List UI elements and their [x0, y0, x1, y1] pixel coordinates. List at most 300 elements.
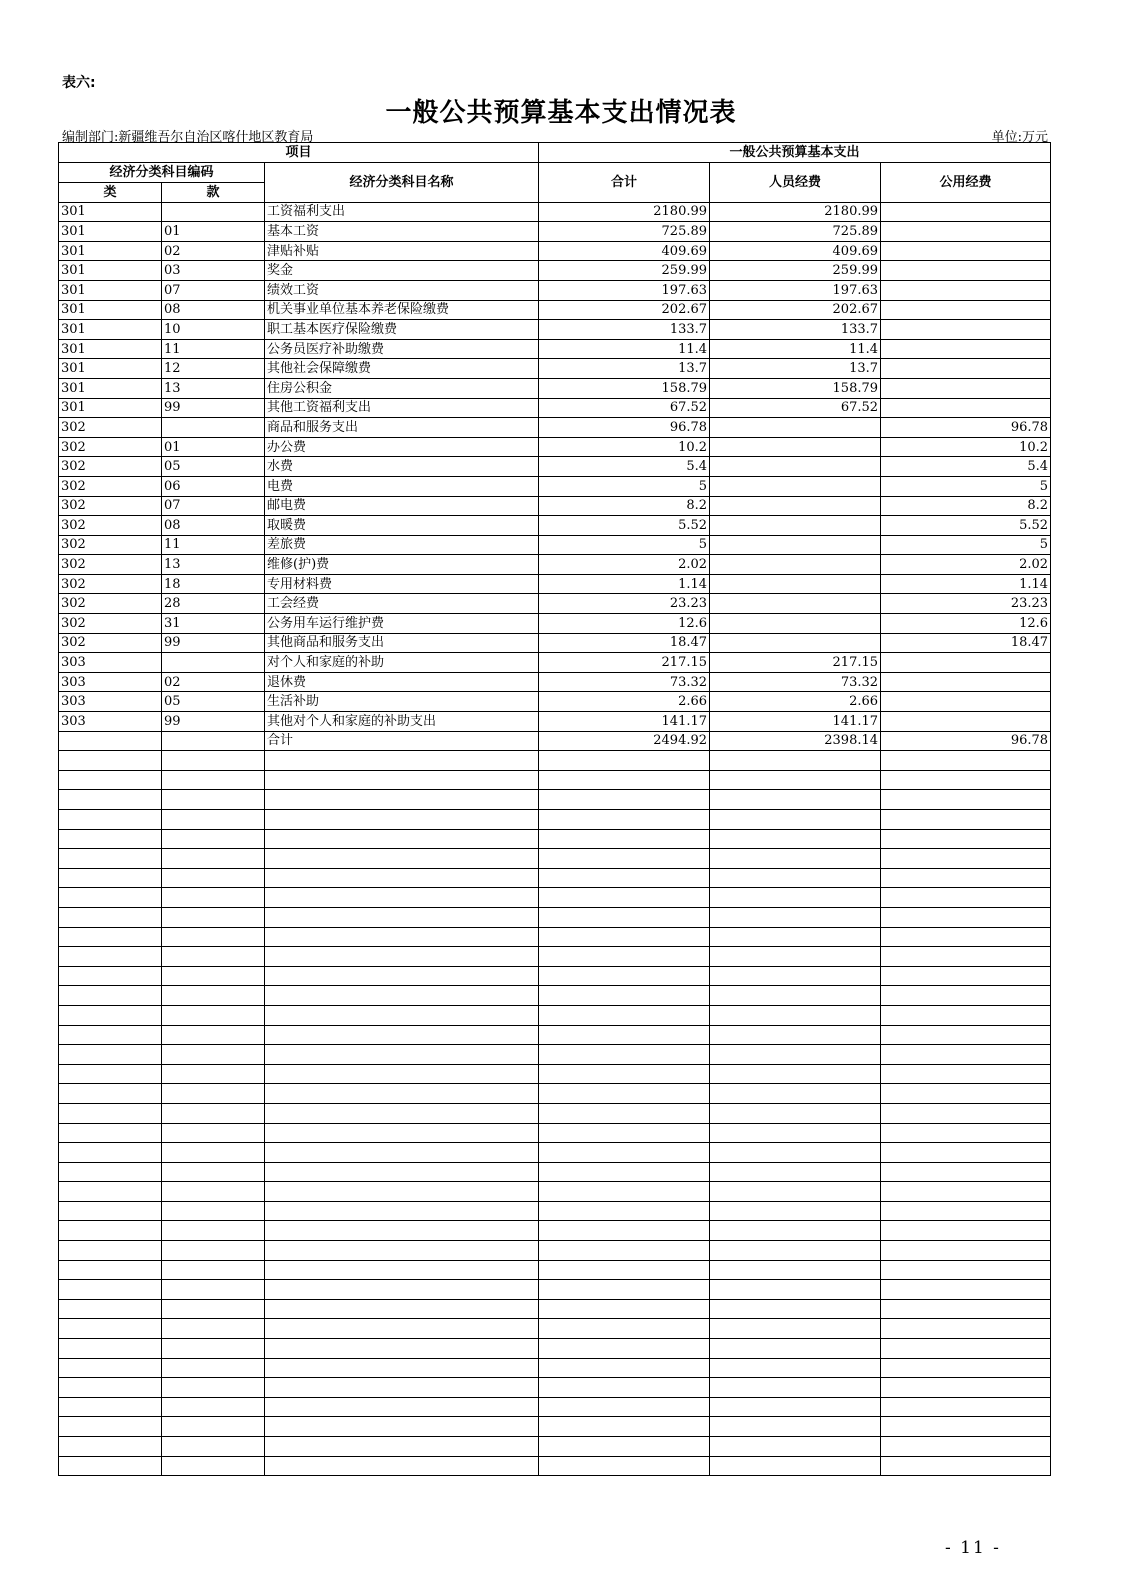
public-cell — [881, 339, 1051, 359]
empty-cell — [162, 1123, 265, 1143]
name-cell: 工会经费 — [265, 594, 539, 614]
empty-row — [59, 1280, 1051, 1300]
empty-cell — [59, 868, 162, 888]
empty-row — [59, 1378, 1051, 1398]
empty-row — [59, 1143, 1051, 1163]
total-cell: 2.02 — [539, 555, 710, 575]
personnel-cell: 217.15 — [710, 653, 881, 673]
public-cell — [881, 692, 1051, 712]
empty-cell — [539, 868, 710, 888]
empty-cell — [539, 829, 710, 849]
empty-cell — [265, 1201, 539, 1221]
empty-cell — [265, 1417, 539, 1437]
empty-cell — [265, 790, 539, 810]
total-cell: 197.63 — [539, 280, 710, 300]
total-cell: 13.7 — [539, 359, 710, 379]
empty-cell — [710, 751, 881, 771]
public-cell: 5.52 — [881, 516, 1051, 536]
empty-cell — [539, 966, 710, 986]
empty-cell — [59, 986, 162, 1006]
empty-row — [59, 947, 1051, 967]
empty-cell — [539, 1064, 710, 1084]
empty-cell — [162, 1025, 265, 1045]
table-row — [59, 437, 1051, 457]
empty-cell — [710, 1084, 881, 1104]
empty-cell — [265, 1182, 539, 1202]
empty-cell — [710, 1025, 881, 1045]
name-cell: 合计 — [265, 731, 539, 751]
public-cell: 5 — [881, 476, 1051, 496]
empty-cell — [162, 1045, 265, 1065]
empty-cell — [162, 1221, 265, 1241]
category-cell: 302 — [59, 614, 162, 634]
empty-cell — [881, 1182, 1051, 1202]
empty-cell — [710, 1123, 881, 1143]
total-cell: 141.17 — [539, 712, 710, 732]
empty-cell — [59, 1123, 162, 1143]
total-cell: 11.4 — [539, 339, 710, 359]
table-row — [59, 653, 1051, 673]
empty-cell — [881, 1260, 1051, 1280]
empty-cell — [162, 1182, 265, 1202]
empty-cell — [59, 1280, 162, 1300]
item-cell: 05 — [162, 457, 265, 477]
name-header: 经济分类科目名称 — [265, 162, 539, 202]
name-cell: 基本工资 — [265, 222, 539, 242]
empty-cell — [710, 849, 881, 869]
total-cell: 67.52 — [539, 398, 710, 418]
personnel-cell: 67.52 — [710, 398, 881, 418]
empty-cell — [265, 1397, 539, 1417]
public-cell — [881, 378, 1051, 398]
empty-row — [59, 1005, 1051, 1025]
empty-cell — [710, 1064, 881, 1084]
empty-cell — [162, 1299, 265, 1319]
personnel-cell: 409.69 — [710, 241, 881, 261]
empty-cell — [162, 829, 265, 849]
empty-cell — [59, 927, 162, 947]
category-header: 类 — [59, 183, 162, 202]
table-row — [59, 574, 1051, 594]
empty-cell — [59, 966, 162, 986]
name-cell: 工资福利支出 — [265, 202, 539, 222]
table-row — [59, 378, 1051, 398]
empty-cell — [59, 1299, 162, 1319]
personnel-cell — [710, 496, 881, 516]
personnel-cell: 197.63 — [710, 280, 881, 300]
empty-cell — [539, 1084, 710, 1104]
empty-cell — [265, 966, 539, 986]
empty-row — [59, 1339, 1051, 1359]
item-cell — [162, 418, 265, 438]
name-cell: 生活补助 — [265, 692, 539, 712]
empty-cell — [539, 1397, 710, 1417]
empty-cell — [881, 1319, 1051, 1339]
empty-row — [59, 1025, 1051, 1045]
empty-row — [59, 810, 1051, 830]
empty-cell — [710, 1045, 881, 1065]
public-cell: 2.02 — [881, 555, 1051, 575]
empty-cell — [59, 810, 162, 830]
category-cell: 302 — [59, 574, 162, 594]
name-cell: 绩效工资 — [265, 280, 539, 300]
name-cell: 其他工资福利支出 — [265, 398, 539, 418]
public-cell: 23.23 — [881, 594, 1051, 614]
empty-row — [59, 907, 1051, 927]
name-cell: 其他对个人和家庭的补助支出 — [265, 712, 539, 732]
category-cell: 303 — [59, 672, 162, 692]
empty-row — [59, 1417, 1051, 1437]
empty-cell — [710, 770, 881, 790]
category-cell: 301 — [59, 359, 162, 379]
personnel-cell — [710, 457, 881, 477]
empty-cell — [59, 1260, 162, 1280]
name-cell: 邮电费 — [265, 496, 539, 516]
empty-cell — [710, 1182, 881, 1202]
empty-cell — [162, 1241, 265, 1261]
empty-cell — [710, 868, 881, 888]
empty-row — [59, 1162, 1051, 1182]
empty-cell — [162, 1339, 265, 1359]
empty-cell — [539, 1437, 710, 1457]
category-cell: 301 — [59, 280, 162, 300]
item-cell: 28 — [162, 594, 265, 614]
empty-cell — [881, 1378, 1051, 1398]
public-cell — [881, 653, 1051, 673]
personnel-cell — [710, 614, 881, 634]
public-cell: 18.47 — [881, 633, 1051, 653]
item-cell: 07 — [162, 280, 265, 300]
empty-cell — [59, 1064, 162, 1084]
page-title: 一般公共预算基本支出情况表 — [385, 98, 737, 128]
empty-cell — [710, 1280, 881, 1300]
public-header: 公用经费 — [881, 162, 1051, 202]
item-cell: 08 — [162, 300, 265, 320]
category-cell: 302 — [59, 437, 162, 457]
personnel-cell — [710, 476, 881, 496]
empty-cell — [881, 1299, 1051, 1319]
public-cell — [881, 241, 1051, 261]
item-cell: 11 — [162, 339, 265, 359]
empty-cell — [881, 986, 1051, 1006]
name-cell: 差旅费 — [265, 535, 539, 555]
empty-cell — [265, 1358, 539, 1378]
budget-table — [58, 142, 1051, 1476]
empty-cell — [59, 1201, 162, 1221]
personnel-cell: 73.32 — [710, 672, 881, 692]
name-cell: 住房公积金 — [265, 378, 539, 398]
empty-cell — [539, 1299, 710, 1319]
category-cell: 303 — [59, 712, 162, 732]
total-cell: 1.14 — [539, 574, 710, 594]
table-row — [59, 222, 1051, 242]
empty-cell — [539, 1280, 710, 1300]
table-row — [59, 496, 1051, 516]
table-row — [59, 516, 1051, 536]
empty-row — [59, 1456, 1051, 1476]
empty-cell — [710, 888, 881, 908]
item-cell: 99 — [162, 712, 265, 732]
empty-cell — [162, 1201, 265, 1221]
empty-row — [59, 849, 1051, 869]
empty-row — [59, 1182, 1051, 1202]
personnel-cell: 158.79 — [710, 378, 881, 398]
item-cell: 02 — [162, 672, 265, 692]
empty-cell — [539, 1123, 710, 1143]
name-cell: 水费 — [265, 457, 539, 477]
empty-cell — [162, 927, 265, 947]
item-cell: 99 — [162, 398, 265, 418]
empty-cell — [265, 1162, 539, 1182]
total-cell: 5 — [539, 535, 710, 555]
table-row — [59, 614, 1051, 634]
category-cell: 301 — [59, 398, 162, 418]
empty-cell — [539, 1319, 710, 1339]
empty-cell — [539, 1417, 710, 1437]
empty-cell — [265, 1025, 539, 1045]
table-tag: 表六: — [62, 75, 96, 91]
public-cell — [881, 398, 1051, 418]
empty-cell — [881, 829, 1051, 849]
category-cell: 301 — [59, 202, 162, 222]
item-cell — [162, 202, 265, 222]
total-cell: 23.23 — [539, 594, 710, 614]
empty-cell — [265, 829, 539, 849]
empty-cell — [162, 790, 265, 810]
page-number: - 11 - — [945, 1538, 1001, 1558]
empty-cell — [59, 1103, 162, 1123]
empty-cell — [265, 1456, 539, 1476]
empty-row — [59, 927, 1051, 947]
empty-cell — [539, 849, 710, 869]
table-row — [59, 202, 1051, 222]
item-header: 款 — [206, 184, 220, 200]
empty-cell — [881, 1143, 1051, 1163]
empty-row — [59, 1299, 1051, 1319]
empty-row — [59, 1221, 1051, 1241]
empty-cell — [265, 1221, 539, 1241]
empty-cell — [59, 1397, 162, 1417]
total-cell: 5.4 — [539, 457, 710, 477]
empty-cell — [539, 751, 710, 771]
item-cell: 06 — [162, 476, 265, 496]
public-cell — [881, 261, 1051, 281]
table-row — [59, 320, 1051, 340]
empty-row — [59, 1260, 1051, 1280]
empty-cell — [265, 1123, 539, 1143]
category-cell: 302 — [59, 418, 162, 438]
empty-cell — [59, 829, 162, 849]
name-cell: 专用材料费 — [265, 574, 539, 594]
total-cell: 259.99 — [539, 261, 710, 281]
empty-cell — [539, 1456, 710, 1476]
empty-cell — [881, 790, 1051, 810]
table-row — [59, 457, 1051, 477]
empty-cell — [539, 1182, 710, 1202]
empty-cell — [710, 1378, 881, 1398]
item-cell: 05 — [162, 692, 265, 712]
empty-cell — [881, 849, 1051, 869]
empty-cell — [710, 1299, 881, 1319]
table-row — [59, 418, 1051, 438]
category-cell: 301 — [59, 222, 162, 242]
empty-cell — [265, 1005, 539, 1025]
category-cell: 303 — [59, 653, 162, 673]
item-cell: 18 — [162, 574, 265, 594]
category-cell: 302 — [59, 535, 162, 555]
empty-cell — [881, 1339, 1051, 1359]
empty-cell — [162, 1456, 265, 1476]
total-cell: 18.47 — [539, 633, 710, 653]
empty-cell — [59, 1143, 162, 1163]
table-row — [59, 280, 1051, 300]
personnel-cell — [710, 516, 881, 536]
empty-cell — [881, 1123, 1051, 1143]
empty-cell — [265, 1143, 539, 1163]
empty-cell — [265, 1045, 539, 1065]
item-cell — [162, 731, 265, 751]
table-row — [59, 594, 1051, 614]
table-row — [59, 712, 1051, 732]
public-cell — [881, 359, 1051, 379]
empty-cell — [710, 1358, 881, 1378]
empty-cell — [881, 888, 1051, 908]
empty-cell — [162, 1103, 265, 1123]
empty-cell — [162, 1084, 265, 1104]
empty-cell — [265, 1084, 539, 1104]
empty-cell — [265, 751, 539, 771]
empty-cell — [881, 770, 1051, 790]
empty-row — [59, 1319, 1051, 1339]
category-cell: 301 — [59, 339, 162, 359]
empty-cell — [162, 907, 265, 927]
empty-cell — [539, 1103, 710, 1123]
empty-cell — [710, 927, 881, 947]
table-row — [59, 300, 1051, 320]
empty-cell — [539, 1201, 710, 1221]
empty-cell — [710, 1319, 881, 1339]
empty-cell — [265, 1378, 539, 1398]
empty-cell — [162, 1162, 265, 1182]
table-row — [59, 359, 1051, 379]
category-cell: 302 — [59, 594, 162, 614]
empty-cell — [539, 947, 710, 967]
empty-cell — [881, 1456, 1051, 1476]
empty-cell — [539, 1162, 710, 1182]
empty-cell — [539, 770, 710, 790]
item-cell: 10 — [162, 320, 265, 340]
empty-cell — [59, 1025, 162, 1045]
empty-cell — [881, 1417, 1051, 1437]
category-cell: 302 — [59, 496, 162, 516]
empty-cell — [265, 1299, 539, 1319]
public-cell — [881, 320, 1051, 340]
empty-cell — [539, 1339, 710, 1359]
empty-cell — [539, 1378, 710, 1398]
public-cell: 10.2 — [881, 437, 1051, 457]
total-cell: 96.78 — [539, 418, 710, 438]
empty-cell — [59, 1319, 162, 1339]
empty-cell — [162, 986, 265, 1006]
empty-cell — [881, 1280, 1051, 1300]
empty-cell — [59, 1182, 162, 1202]
empty-cell — [710, 966, 881, 986]
table-row — [59, 339, 1051, 359]
empty-cell — [539, 1143, 710, 1163]
empty-cell — [162, 1378, 265, 1398]
empty-cell — [162, 1143, 265, 1163]
empty-cell — [265, 947, 539, 967]
empty-cell — [265, 1319, 539, 1339]
empty-cell — [881, 907, 1051, 927]
empty-cell — [162, 1280, 265, 1300]
public-cell: 8.2 — [881, 496, 1051, 516]
name-cell: 办公费 — [265, 437, 539, 457]
public-cell: 96.78 — [881, 418, 1051, 438]
item-cell: 07 — [162, 496, 265, 516]
total-cell: 217.15 — [539, 653, 710, 673]
public-cell: 96.78 — [881, 731, 1051, 751]
name-cell: 职工基本医疗保险缴费 — [265, 320, 539, 340]
category-cell: 301 — [59, 241, 162, 261]
empty-row — [59, 1437, 1051, 1457]
name-cell: 商品和服务支出 — [265, 418, 539, 438]
name-cell: 取暖费 — [265, 516, 539, 536]
empty-cell — [162, 1005, 265, 1025]
table-row — [59, 261, 1051, 281]
empty-cell — [162, 751, 265, 771]
empty-cell — [710, 907, 881, 927]
empty-cell — [162, 810, 265, 830]
item-cell: 01 — [162, 437, 265, 457]
empty-cell — [881, 1084, 1051, 1104]
empty-cell — [265, 1241, 539, 1261]
total-cell: 409.69 — [539, 241, 710, 261]
name-cell: 公务用车运行维护费 — [265, 614, 539, 634]
empty-cell — [265, 1260, 539, 1280]
total-cell: 10.2 — [539, 437, 710, 457]
unit-label: 单位:万元 — [991, 130, 1048, 145]
empty-cell — [162, 868, 265, 888]
empty-cell — [539, 1005, 710, 1025]
personnel-cell: 202.67 — [710, 300, 881, 320]
name-cell: 维修(护)费 — [265, 555, 539, 575]
personnel-cell: 2.66 — [710, 692, 881, 712]
empty-cell — [881, 947, 1051, 967]
table-row — [59, 476, 1051, 496]
public-cell — [881, 280, 1051, 300]
empty-cell — [881, 868, 1051, 888]
empty-cell — [881, 751, 1051, 771]
empty-cell — [539, 1358, 710, 1378]
header-row-1 — [59, 143, 1051, 163]
empty-cell — [265, 810, 539, 830]
personnel-cell — [710, 535, 881, 555]
total-cell: 2.66 — [539, 692, 710, 712]
item-cell: 31 — [162, 614, 265, 634]
empty-row — [59, 986, 1051, 1006]
empty-cell — [265, 849, 539, 869]
empty-row — [59, 1358, 1051, 1378]
category-cell: 303 — [59, 692, 162, 712]
total-cell: 2494.92 — [539, 731, 710, 751]
empty-cell — [265, 1103, 539, 1123]
empty-cell — [59, 1378, 162, 1398]
empty-cell — [710, 1103, 881, 1123]
public-cell — [881, 672, 1051, 692]
name-cell: 奖金 — [265, 261, 539, 281]
empty-cell — [539, 888, 710, 908]
